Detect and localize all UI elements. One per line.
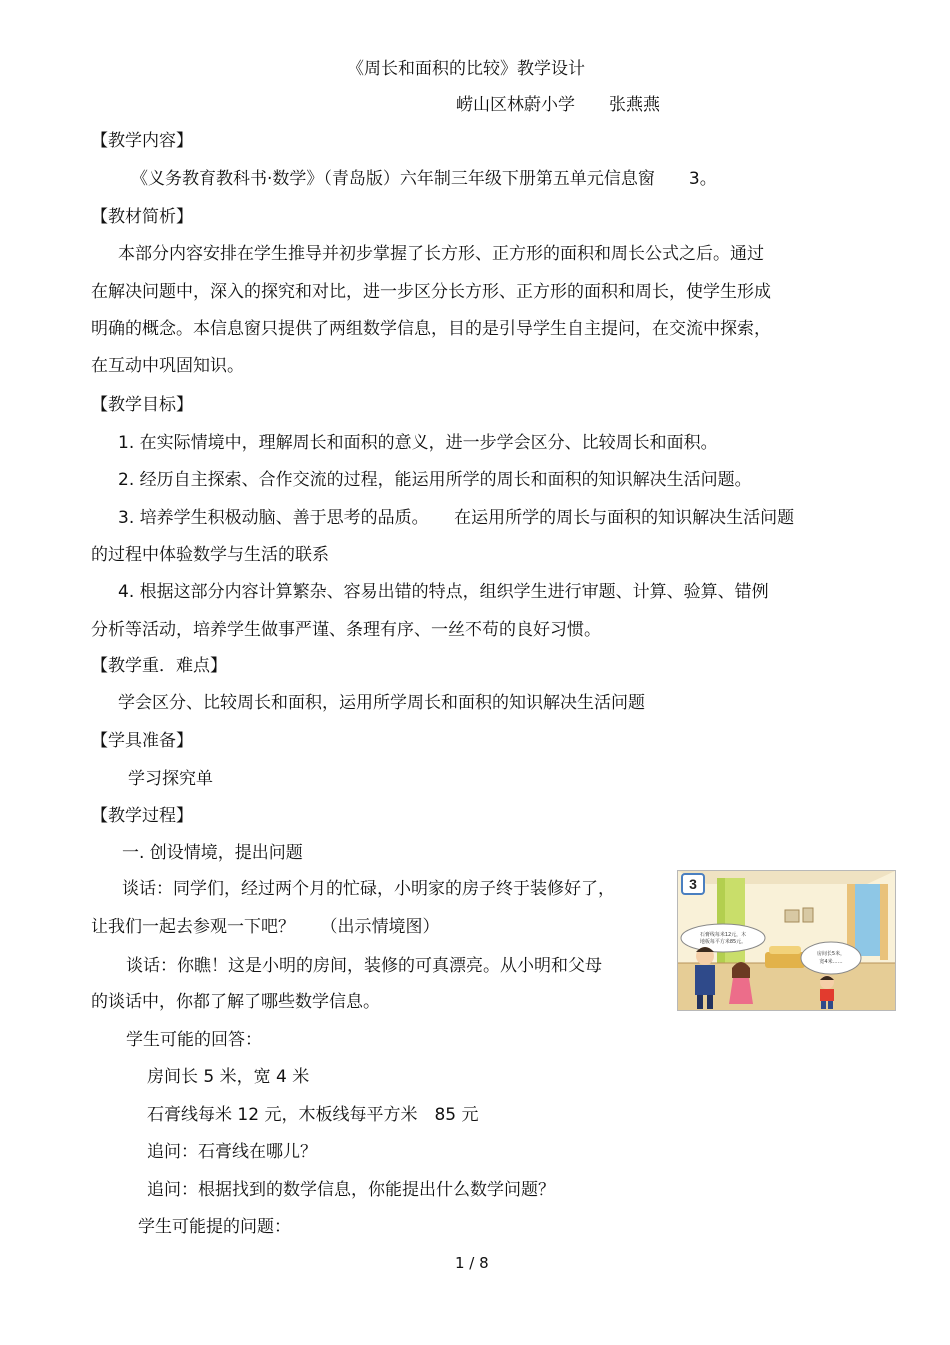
section-heading-materials: 【学具准备】 bbox=[91, 731, 193, 751]
svg-text:房间长5米，: 房间长5米， bbox=[816, 951, 846, 957]
followup-question: 追问：根据找到的数学信息，你能提出什么数学问题？ bbox=[147, 1180, 555, 1200]
process-step-title: 一. 创设情境，提出问题 bbox=[122, 843, 303, 863]
keypoints-text: 学会区分、比较周长和面积，运用所学周长和面积的知识解决生活问题 bbox=[118, 693, 645, 713]
answers-label: 学生可能的回答： bbox=[126, 1030, 262, 1050]
questions-label: 学生可能提的问题： bbox=[138, 1217, 291, 1237]
goal-item: 4. 根据这部分内容计算繁杂、容易出错的特点，组织学生进行审题、计算、验算、错例 bbox=[118, 582, 769, 602]
section-heading-keypoints: 【教学重．难点】 bbox=[91, 656, 227, 676]
section-heading-analysis: 【教材简析】 bbox=[91, 207, 193, 227]
content-text: 《义务教育教科书·数学》（青岛版）六年制三年级下册第五单元信息窗 3。 bbox=[131, 169, 717, 189]
svg-text:宽4米……: 宽4米…… bbox=[819, 959, 843, 965]
situation-illustration bbox=[677, 870, 896, 1011]
dialogue-line: 谈话：你瞧！这是小明的房间，装修的可真漂亮。从小明和父母 bbox=[126, 956, 602, 976]
room-scene-image bbox=[677, 870, 896, 1011]
paragraph-line: 在互动中巩固知识。 bbox=[91, 356, 244, 376]
svg-text:地板每平方米85元。: 地板每平方米85元。 bbox=[699, 939, 747, 945]
answer-item: 石膏线每米 12 元，木板线每平方米 85 元 bbox=[147, 1105, 479, 1125]
paragraph-line: 本部分内容安排在学生推导并初步掌握了长方形、正方形的面积和周长公式之后。通过 bbox=[118, 244, 764, 264]
goal-item: 3. 培养学生积极动脑、善于思考的品质。 在运用所学的周长与面积的知识解决生活问题 bbox=[118, 508, 795, 528]
goal-item-continued: 分析等活动，培养学生做事严谨、条理有序、一丝不苟的良好习惯。 bbox=[91, 620, 601, 640]
paragraph-line: 明确的概念。本信息窗只提供了两组数学信息，目的是引导学生自主提问，在交流中探索， bbox=[91, 319, 771, 339]
info-window-number: 3 bbox=[689, 876, 697, 892]
goal-item: 1. 在实际情境中，理解周长和面积的意义，进一步学会区分、比较周长和面积。 bbox=[118, 433, 718, 453]
materials-text: 学习探究单 bbox=[128, 769, 213, 789]
dialogue-line: 让我们一起去参观一下吧？ （出示情境图） bbox=[91, 917, 440, 937]
page-number: 1 / 8 bbox=[455, 1254, 489, 1272]
dialogue-line: 谈话：同学们，经过两个月的忙碌，小明家的房子终于装修好了， bbox=[122, 879, 615, 899]
goal-item-continued: 的过程中体验数学与生活的联系 bbox=[91, 545, 329, 565]
section-heading-content: 【教学内容】 bbox=[91, 131, 193, 151]
followup-question: 追问：石膏线在哪儿？ bbox=[147, 1142, 317, 1162]
section-heading-goals: 【教学目标】 bbox=[91, 395, 193, 415]
svg-text:石膏线每米12元，木: 石膏线每米12元，木 bbox=[699, 932, 747, 938]
dialogue-line: 的谈话中，你都了解了哪些数学信息。 bbox=[91, 992, 380, 1012]
document-title: 《周长和面积的比较》教学设计 bbox=[347, 59, 585, 79]
goal-item: 2. 经历自主探索、合作交流的过程，能运用所学的周长和面积的知识解决生活问题。 bbox=[118, 470, 752, 490]
answer-item: 房间长 5 米，宽 4 米 bbox=[147, 1067, 310, 1087]
section-heading-process: 【教学过程】 bbox=[91, 806, 193, 826]
info-window-badge bbox=[681, 873, 705, 895]
paragraph-line: 在解决问题中，深入的探究和对比，进一步区分长方形、正方形的面积和周长，使学生形成 bbox=[91, 282, 771, 302]
document-author: 崂山区林蔚小学 张燕燕 bbox=[456, 95, 660, 115]
